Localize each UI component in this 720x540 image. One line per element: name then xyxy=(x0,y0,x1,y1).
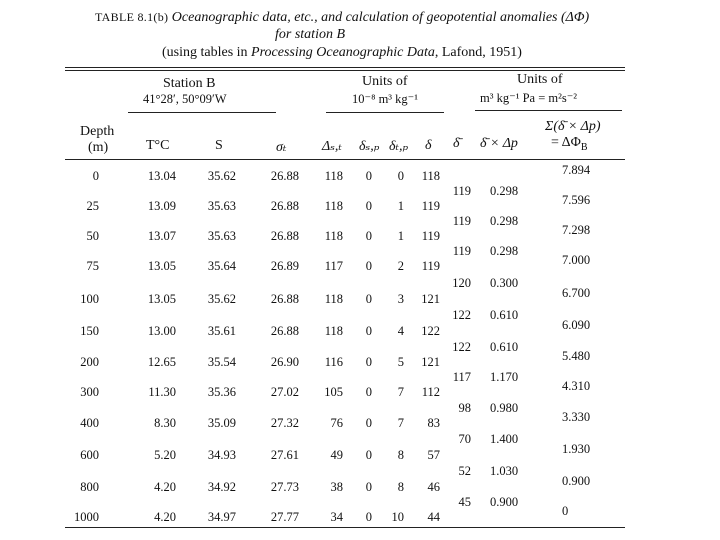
depth-cell: 1000 xyxy=(74,510,99,524)
depth-cell: 400 xyxy=(80,416,99,430)
delta-times-dp-cell: 0.300 xyxy=(490,275,519,290)
top-rule-1 xyxy=(65,67,625,68)
delta-st-cell: 118 xyxy=(324,324,343,338)
temp-cell: 13.00 xyxy=(147,324,176,338)
depth-cell: 25 xyxy=(86,199,99,213)
delta-st-cell: 117 xyxy=(324,259,343,273)
depth-cell: 800 xyxy=(80,480,99,494)
table-title-line-2: for station B xyxy=(275,27,346,42)
delta-st-cell: 76 xyxy=(330,416,343,430)
cumulative-sum-cell: 1.930 xyxy=(562,442,591,456)
salinity-cell: 35.62 xyxy=(207,169,236,183)
units-2-subrule xyxy=(475,110,622,111)
temp-cell: 13.04 xyxy=(147,169,176,183)
mean-delta-cell: 98 xyxy=(458,400,471,415)
temp-cell: 11.30 xyxy=(148,385,176,399)
col-delta-dp: δ̄ × Δp xyxy=(480,136,518,151)
depth-cell: 600 xyxy=(80,448,99,462)
delta-sp-cell: 0 xyxy=(365,229,372,243)
delta-cell: 119 xyxy=(421,259,440,273)
col-delta-bar: δ̄ xyxy=(453,136,460,151)
delta-cell: 44 xyxy=(427,510,440,524)
col-delta-tp: δₜ,ₚ xyxy=(389,139,409,154)
delta-cell: 118 xyxy=(421,169,440,183)
delta-tp-cell: 0 xyxy=(397,169,404,183)
mean-delta-cell: 119 xyxy=(452,184,471,198)
col-sum-eq: = ΔΦ xyxy=(551,135,581,150)
depth-cell: 50 xyxy=(86,229,99,243)
delta-cell: 119 xyxy=(421,229,440,243)
units-1-value: 10⁻⁸ m³ kg⁻¹ xyxy=(352,92,419,106)
delta-sp-cell: 0 xyxy=(365,292,372,306)
col-delta-st: Δₛ,ₜ xyxy=(322,139,342,154)
delta-tp-cell: 1 xyxy=(397,199,404,213)
delta-st-cell: 116 xyxy=(324,355,343,369)
col-salinity: S xyxy=(215,138,223,153)
table-title: Oceanographic data, etc., and calculation of geopotential anomalies (ΔΦ) xyxy=(171,10,590,25)
salinity-cell: 35.09 xyxy=(207,416,236,430)
delta-st-cell: 118 xyxy=(324,169,343,183)
delta-tp-cell: 7 xyxy=(397,385,404,399)
table-title-line-1 xyxy=(95,10,589,26)
col-delta: δ xyxy=(425,138,432,153)
delta-sp-cell: 0 xyxy=(365,199,372,213)
delta-st-cell: 38 xyxy=(330,480,343,494)
delta-cell: 46 xyxy=(427,480,440,494)
sigma-cell: 27.02 xyxy=(270,385,299,399)
cumulative-sum-cell: 3.330 xyxy=(562,410,591,424)
delta-tp-cell: 7 xyxy=(397,416,404,430)
cumulative-sum-cell: 6.700 xyxy=(562,286,591,300)
delta-cell: 57 xyxy=(427,448,440,462)
units-2-value: m³ kg⁻¹ Pa = m²s⁻² xyxy=(480,91,578,105)
delta-sp-cell: 0 xyxy=(365,385,372,399)
mean-delta-cell: 52 xyxy=(458,464,471,478)
depth-cell: 75 xyxy=(86,259,99,273)
units-2-title: Units of xyxy=(517,72,563,87)
sigma-cell: 27.32 xyxy=(270,416,299,430)
station-name: Station B xyxy=(163,76,216,91)
delta-st-cell: 49 xyxy=(330,448,343,462)
salinity-cell: 35.62 xyxy=(207,292,236,306)
temp-cell: 13.05 xyxy=(147,259,176,273)
delta-sp-cell: 0 xyxy=(365,324,372,338)
sigma-cell: 27.73 xyxy=(270,480,299,494)
mean-delta-cell: 45 xyxy=(458,495,471,509)
delta-times-dp-cell: 1.400 xyxy=(490,432,519,446)
cumulative-sum-cell: 7.596 xyxy=(562,193,591,207)
salinity-cell: 35.63 xyxy=(207,199,236,213)
delta-cell: 121 xyxy=(421,292,440,306)
col-sum-line-1: Σ(δ̄ × Δp) xyxy=(545,119,601,134)
sigma-cell: 27.61 xyxy=(270,448,299,462)
salinity-cell: 34.97 xyxy=(207,510,236,524)
depth-cell: 200 xyxy=(80,355,99,369)
delta-sp-cell: 0 xyxy=(365,480,372,494)
sigma-cell: 26.88 xyxy=(270,324,299,338)
delta-times-dp-cell: 0.980 xyxy=(490,400,519,415)
station-coords: 41°28′, 50°09′W xyxy=(143,92,227,106)
table-label: TABLE 8.1(b) xyxy=(95,10,169,24)
delta-tp-cell: 8 xyxy=(397,480,404,494)
cumulative-sum-cell: 7.894 xyxy=(562,163,591,177)
delta-cell: 121 xyxy=(421,355,440,369)
delta-times-dp-cell: 0.298 xyxy=(490,244,519,258)
delta-tp-cell: 2 xyxy=(397,259,404,273)
title-source-suffix: , Lafond, 1951) xyxy=(434,45,522,60)
delta-st-cell: 118 xyxy=(324,199,343,213)
units-1-subrule xyxy=(326,112,444,113)
sigma-cell: 26.88 xyxy=(270,169,299,183)
delta-sp-cell: 0 xyxy=(365,416,372,430)
delta-tp-cell: 5 xyxy=(397,355,404,369)
temp-cell: 13.09 xyxy=(147,199,176,213)
delta-times-dp-cell: 0.298 xyxy=(490,184,519,198)
col-depth: Depth xyxy=(80,124,115,139)
salinity-cell: 35.63 xyxy=(207,229,236,243)
header-rule xyxy=(65,159,625,160)
delta-sp-cell: 0 xyxy=(365,259,372,273)
delta-st-cell: 118 xyxy=(324,292,343,306)
salinity-cell: 34.92 xyxy=(207,480,236,494)
cumulative-sum-cell: 0.900 xyxy=(562,474,591,488)
cumulative-sum-cell: 0 xyxy=(562,504,569,518)
delta-times-dp-cell: 0.298 xyxy=(490,214,519,228)
salinity-cell: 35.36 xyxy=(207,385,236,399)
mean-delta-cell: 119 xyxy=(452,244,471,258)
delta-sp-cell: 0 xyxy=(365,355,372,369)
salinity-cell: 35.64 xyxy=(207,259,236,273)
cumulative-sum-cell: 7.298 xyxy=(562,223,591,237)
sigma-cell: 27.77 xyxy=(270,510,299,524)
sigma-cell: 26.88 xyxy=(270,292,299,306)
mean-delta-cell: 122 xyxy=(452,339,471,354)
depth-cell: 0 xyxy=(92,169,99,183)
bottom-rule xyxy=(65,527,625,528)
delta-cell: 119 xyxy=(421,199,440,213)
salinity-cell: 35.54 xyxy=(207,355,236,369)
cumulative-sum-cell: 4.310 xyxy=(562,379,591,393)
cumulative-sum-cell: 5.480 xyxy=(562,349,591,363)
temp-cell: 13.05 xyxy=(147,292,176,306)
delta-tp-cell: 3 xyxy=(397,292,404,306)
sigma-cell: 26.90 xyxy=(270,355,299,369)
delta-tp-cell: 8 xyxy=(397,448,404,462)
delta-tp-cell: 4 xyxy=(397,324,404,338)
delta-times-dp-cell: 1.170 xyxy=(490,370,519,384)
temp-cell: 8.30 xyxy=(154,416,176,430)
col-depth-unit: (m) xyxy=(88,140,109,155)
temp-cell: 4.20 xyxy=(154,480,176,494)
sigma-cell: 26.88 xyxy=(270,229,299,243)
delta-cell: 83 xyxy=(427,416,440,430)
mean-delta-cell: 70 xyxy=(458,432,471,446)
cumulative-sum-cell: 6.090 xyxy=(562,318,591,332)
delta-sp-cell: 0 xyxy=(365,169,372,183)
delta-tp-cell: 1 xyxy=(397,229,404,243)
delta-st-cell: 118 xyxy=(324,229,343,243)
temp-cell: 4.20 xyxy=(154,510,176,524)
col-temp: T°C xyxy=(146,138,170,153)
salinity-cell: 35.61 xyxy=(207,324,236,338)
title-source-book: Processing Oceanographic Data xyxy=(251,45,435,60)
col-sum-line-2 xyxy=(551,135,588,153)
col-sum-sub: B xyxy=(580,141,588,153)
salinity-cell: 34.93 xyxy=(207,448,236,462)
table-title-line-3 xyxy=(162,45,522,61)
sigma-cell: 26.88 xyxy=(270,199,299,213)
delta-st-cell: 34 xyxy=(330,510,343,524)
depth-cell: 300 xyxy=(80,385,99,399)
delta-times-dp-cell: 0.610 xyxy=(490,339,519,354)
delta-cell: 122 xyxy=(421,324,440,338)
temp-cell: 5.20 xyxy=(154,448,176,462)
temp-cell: 13.07 xyxy=(147,229,176,243)
col-sigma-t: σₜ xyxy=(276,140,287,155)
delta-times-dp-cell: 0.900 xyxy=(490,495,519,509)
delta-sp-cell: 0 xyxy=(365,448,372,462)
delta-sp-cell: 0 xyxy=(365,510,372,524)
cumulative-sum-cell: 7.000 xyxy=(562,253,591,267)
mean-delta-cell: 117 xyxy=(452,370,471,384)
delta-tp-cell: 10 xyxy=(391,510,404,524)
delta-cell: 112 xyxy=(421,385,440,399)
delta-st-cell: 105 xyxy=(324,385,343,399)
delta-times-dp-cell: 0.610 xyxy=(490,308,519,322)
mean-delta-cell: 119 xyxy=(452,214,471,228)
station-subrule xyxy=(128,112,276,113)
title-source-prefix: (using tables in xyxy=(162,45,252,60)
top-rule-2 xyxy=(65,70,625,71)
sigma-cell: 26.89 xyxy=(270,259,299,273)
units-1-title: Units of xyxy=(362,74,408,89)
temp-cell: 12.65 xyxy=(147,355,176,369)
depth-cell: 150 xyxy=(80,324,99,338)
mean-delta-cell: 122 xyxy=(452,308,471,322)
mean-delta-cell: 120 xyxy=(452,275,471,290)
depth-cell: 100 xyxy=(80,292,99,306)
delta-times-dp-cell: 1.030 xyxy=(490,464,519,478)
col-delta-sp: δₛ,ₚ xyxy=(359,139,380,154)
